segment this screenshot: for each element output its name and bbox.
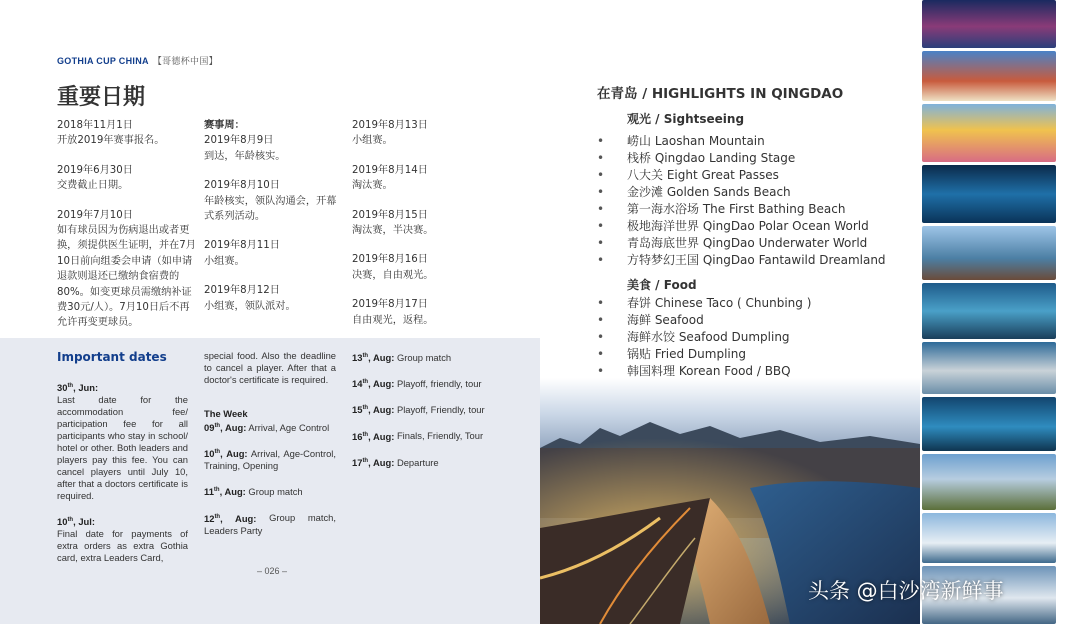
thumbnail-image <box>922 513 1056 563</box>
page-number: – 026 – <box>257 566 288 576</box>
en-date-entry: 14th, Aug: Playoff, friendly, tour <box>352 378 482 390</box>
en-date-entry: 09th, Aug: Arrival, Age Control <box>204 422 330 434</box>
cn-date-entry: 2019年7月10日 如有球员因为伤病退出或者更换，须提供医生证明，并在7月10日前向组委会申请（如申请退款则退还已缴纳食宿费的80%。如变更球员需缴纳补证费30元/人）。7月10日后不再允许再变更球员。 <box>57 209 196 329</box>
en-dates-col-2 <box>204 350 336 549</box>
en-date-entry: 10th, Aug: Arrival, Age-Control, Training, Opening <box>204 448 336 472</box>
en-intro: special food. Also the deadline to cancel a player. After that a doctor's certificate is required. <box>204 350 336 385</box>
list-item: • 海鲜 Seafood <box>597 313 704 327</box>
en-dates-col-3 <box>352 350 486 481</box>
thumbnail-image <box>922 454 1056 510</box>
highlights-title: 在青岛 / HIGHLIGHTS IN QINGDAO <box>597 86 844 102</box>
sightseeing-heading: 观光 / Sightseeing <box>627 112 745 126</box>
page-title: 重要日期 <box>57 85 146 110</box>
list-item: • 极地海洋世界 QingDao Polar Ocean World <box>597 219 869 233</box>
cn-date-entry: 2019年8月12日 小组赛，领队派对。 <box>204 285 296 312</box>
brand-sub: 【哥德杯中国】 <box>152 56 218 66</box>
cn-date-entry: 2019年8月13日 小组赛。 <box>352 120 428 147</box>
cn-week-heading: 赛事周： <box>204 120 245 131</box>
list-item: • 第一海水浴场 The First Bathing Beach <box>597 202 846 216</box>
thumbnail-image <box>922 0 1056 48</box>
cn-date-entry: 2019年8月10日 年龄核实，领队沟通会，开幕式系列活动。 <box>204 180 337 223</box>
photo-thumbnail-strip <box>920 0 1080 624</box>
en-date-entry: 15th, Aug: Playoff, Friendly, tour <box>352 404 485 416</box>
list-item: • 栈桥 Qingdao Landing Stage <box>597 151 796 165</box>
cn-date-entry: 2019年8月15日 淘汰赛，半决赛。 <box>352 209 434 237</box>
cn-dates-col-3 <box>352 118 492 342</box>
en-date-entry: 16th, Aug: Finals, Friendly, Tour <box>352 430 484 442</box>
en-date-entry: 12th, Aug: Group match, Leaders Party <box>204 512 336 536</box>
brand-name: GOTHIA CUP CHINA <box>57 56 149 66</box>
list-item: • 金沙滩 Golden Sands Beach <box>597 185 791 199</box>
list-item: • 八大关 Eight Great Passes <box>597 168 779 182</box>
brand-header <box>57 54 218 67</box>
food-heading: 美食 / Food <box>627 278 697 292</box>
cn-date-entry: 2019年8月11日 小组赛。 <box>204 240 280 267</box>
cn-date-entry: 2019年8月16日 决赛，自由观光。 <box>352 254 434 281</box>
en-date-entry: 10th, Jul: Final date for payments of extra orders as extra Gothia card, extra Leaders Card, <box>57 516 188 564</box>
thumbnail-image <box>922 283 1056 339</box>
list-item: • 方特梦幻王国 QingDao Fantawild Dreamland <box>597 253 886 267</box>
cn-date-entry: 2018年11月1日 开放2019年赛事报名。 <box>57 120 165 147</box>
week-heading: The Week <box>204 408 248 419</box>
list-item: • 锅贴 Fried Dumpling <box>597 347 746 361</box>
cn-date-entry: 2019年6月30日 交费截止日期。 <box>57 164 133 192</box>
cn-date-entry: 2019年8月17日 自由观光，返程。 <box>352 299 434 326</box>
cn-dates-col-1 <box>57 118 197 345</box>
cn-dates-col-2 <box>204 118 344 328</box>
thumbnail-image <box>922 342 1056 394</box>
thumbnail-image <box>922 165 1056 223</box>
en-date-entry: 13th, Aug: Group match <box>352 352 452 364</box>
list-item: • 崂山 Laoshan Mountain <box>597 134 765 148</box>
sightseeing-list <box>597 133 886 269</box>
thumbnail-image <box>922 397 1056 451</box>
en-date-entry: 11th, Aug: Group match <box>204 486 303 498</box>
en-dates-col-1 <box>57 380 188 576</box>
cn-date-entry: 赛事周： 2019年8月9日 到达，年龄核实。 <box>204 120 286 162</box>
thumbnail-image <box>922 51 1056 101</box>
en-date-entry: 30th, Jun: Last date for the accommodation fee/ participation fee for all participants who stay in school/ hotel or other. Both leaders and players pay this fee. You can cancel players until July 10, after that a doctors certificate is required. <box>57 382 188 502</box>
list-item: • 韩国料理 Korean Food / BBQ <box>597 364 791 378</box>
thumbnail-image <box>922 226 1056 280</box>
thumbnail-image <box>922 104 1056 162</box>
list-item: • 海鲜水饺 Seafood Dumpling <box>597 330 790 344</box>
important-dates-title: Important dates <box>57 350 167 364</box>
list-item: • 青岛海底世界 QingDao Underwater World <box>597 236 868 250</box>
en-date-entry: 17th, Aug: Departure <box>352 456 439 468</box>
watermark-text: 头条 @白沙湾新鲜事 <box>808 579 1004 603</box>
list-item: • 春饼 Chinese Taco ( Chunbing ) <box>597 296 812 310</box>
cn-date-entry: 2019年8月14日 淘汰赛。 <box>352 164 428 192</box>
food-list <box>597 295 811 380</box>
